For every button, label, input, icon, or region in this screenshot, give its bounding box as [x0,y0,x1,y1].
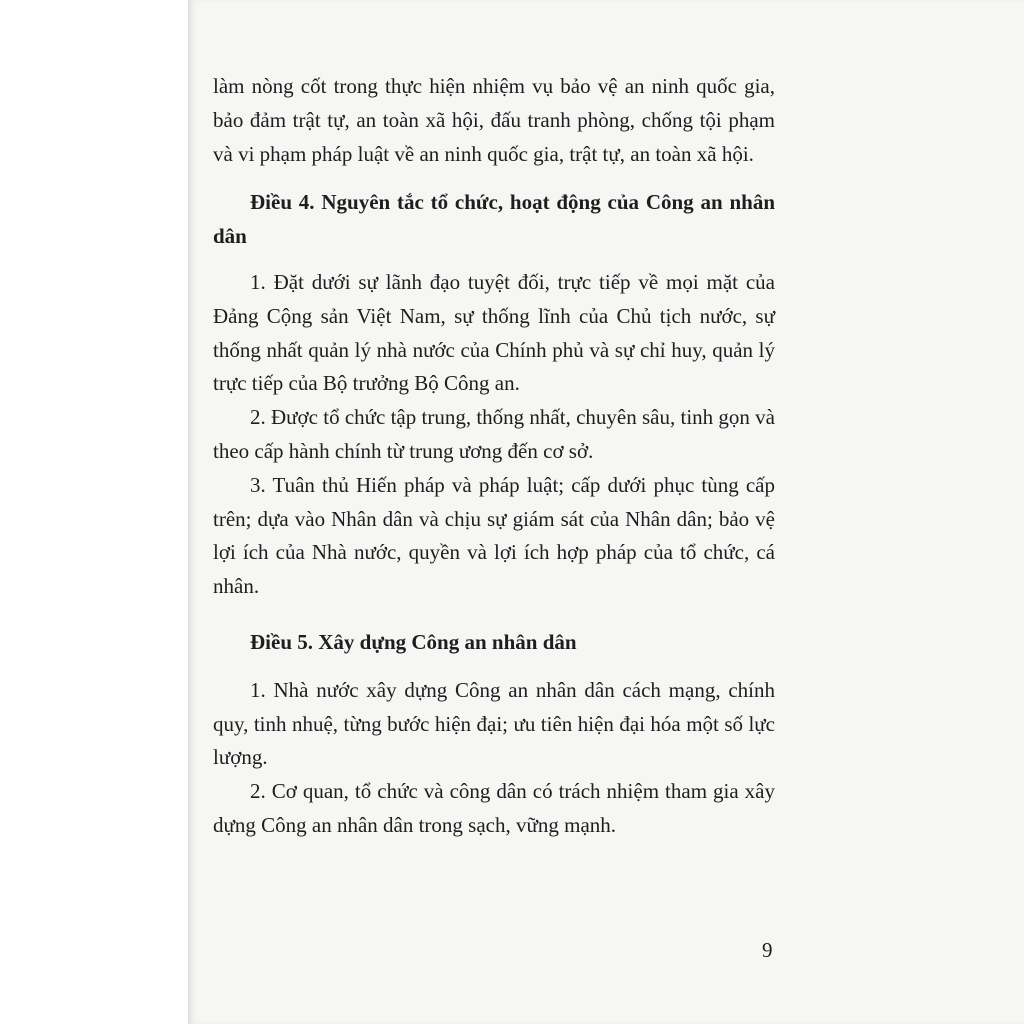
page-body [213,70,775,843]
article-4-heading: Điều 4. Nguyên tắc tổ chức, hoạt động của Công an nhân dân [213,190,775,249]
article-5-clause-2: 2. Cơ quan, tổ chức và công dân có trách nhiệm tham gia xây dựng Công an nhân dân trong sạch, vững mạnh. [213,779,775,837]
article-4-clause-3: 3. Tuân thủ Hiến pháp và pháp luật; cấp dưới phục tùng cấp trên; dựa vào Nhân dân và chịu sự giám sát của Nhân dân; bảo vệ lợi ích của Nhà nước, quyền và lợi ích hợp pháp của tổ chức, cá nhân. [213,472,775,599]
continuation-paragraph: làm nòng cốt trong thực hiện nhiệm vụ bảo vệ an ninh quốc gia, bảo đảm trật tự, an toàn xã hội, đấu tranh phòng, chống tội phạm và vi phạm pháp luật về an ninh quốc gia, trật tự, an toàn xã hội. [213,74,775,166]
page-number: 9 [762,938,773,962]
article-5-clause-1: 1. Nhà nước xây dựng Công an nhân dân cách mạng, chính quy, tinh nhuệ, từng bước hiện đại; ưu tiên hiện đại hóa một số lực lượng. [213,677,775,770]
article-4-clause-2: 2. Được tổ chức tập trung, thống nhất, chuyên sâu, tinh gọn và theo cấp hành chính từ trung ương đến cơ sở. [213,405,775,463]
article-5-heading: Điều 5. Xây dựng Công an nhân dân [250,629,577,654]
article-4-clause-1: 1. Đặt dưới sự lãnh đạo tuyệt đối, trực tiếp về mọi mặt của Đảng Cộng sản Việt Nam, sự thống lĩnh của Chủ tịch nước, sự thống nhất quản lý nhà nước của Chính phủ và sự chỉ huy, quản lý trực tiếp của Bộ trưởng Bộ Công an. [213,269,775,396]
